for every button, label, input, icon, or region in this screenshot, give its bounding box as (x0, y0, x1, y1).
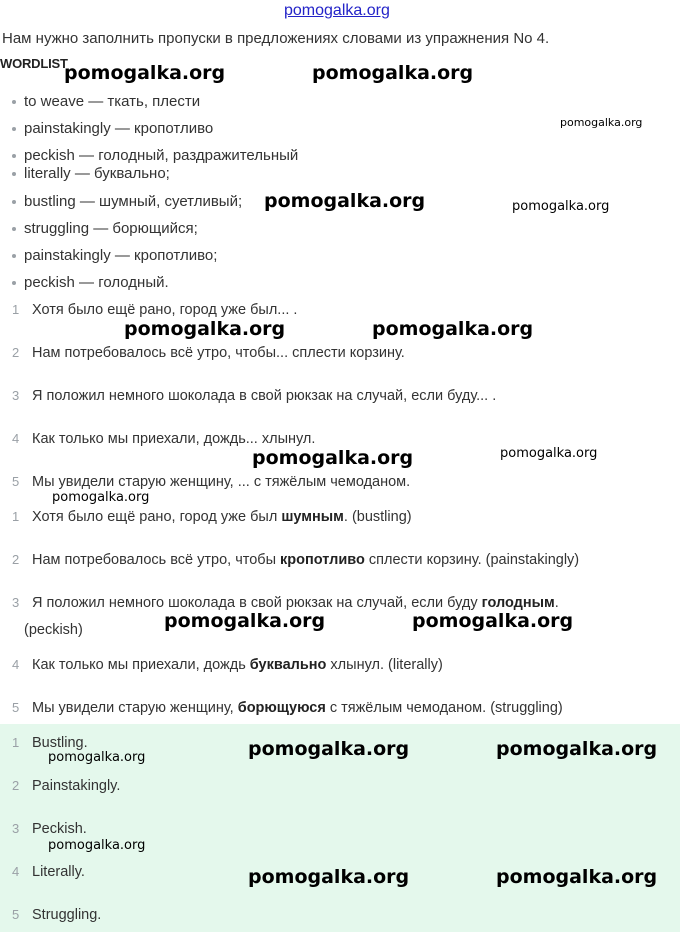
wordlist-title: WORDLIST (0, 56, 68, 71)
filled-sentence: 3 Я положил немного шоколада в свой рюкзак на случай, если буду голодным. (12, 595, 559, 611)
filled-sentence-wrap: (peckish) (24, 622, 83, 638)
bullet-icon (12, 172, 16, 176)
watermark: pomogalka.org (560, 116, 643, 129)
wordlist-item: painstakingly — кропотливо; (12, 247, 217, 264)
watermark: pomogalka.org (412, 610, 574, 632)
answer-item: 3 Peckish. (12, 821, 87, 837)
bullet-icon (12, 154, 16, 158)
question-item: 3 Я положил немного шоколада в свой рюкзак на случай, если буду... . (12, 388, 497, 404)
watermark: pomogalka.org (64, 62, 226, 84)
wordlist-item: peckish — голодный, раздражительный (12, 147, 298, 164)
intro-text: Нам нужно заполнить пропуски в предложениях словами из упражнения No 4. (2, 30, 550, 47)
question-item: 5 Мы увидели старую женщину, ... с тяжёлым чемоданом. (12, 474, 411, 490)
watermark: pomogalka.org (248, 738, 410, 760)
filled-sentence: 2 Нам потребовалось всё утро, чтобы кропотливо сплести корзину. (painstakingly) (12, 552, 580, 568)
bullet-icon (12, 127, 16, 131)
bullet-icon (12, 281, 16, 285)
filled-sentence: 4 Как только мы приехали, дождь буквально хлынул. (literally) (12, 657, 443, 673)
filled-sentence: 1 Хотя было ещё рано, город уже был шумным. (bustling) (12, 509, 412, 525)
watermark: pomogalka.org (124, 318, 286, 340)
answer-item: 5 Struggling. (12, 907, 102, 923)
question-item: 2 Нам потребовалось всё утро, чтобы... сплести корзину. (12, 345, 405, 361)
watermark: pomogalka.org (512, 199, 610, 214)
bullet-icon (12, 100, 16, 104)
filled-sentence: 5 Мы увидели старую женщину, борющуюся с тяжёлым чемоданом. (struggling) (12, 700, 563, 716)
watermark: pomogalka.org (48, 838, 146, 853)
watermark: pomogalka.org (248, 866, 410, 888)
wordlist-item: peckish — голодный. (12, 274, 169, 291)
bullet-icon (12, 200, 16, 204)
wordlist-item: bustling — шумный, суетливый; (12, 193, 242, 210)
bullet-icon (12, 227, 16, 231)
watermark: pomogalka.org (48, 750, 146, 765)
bullet-icon (12, 254, 16, 258)
wordlist-item: painstakingly — кропотливо (12, 120, 213, 137)
wordlist-item: literally — буквально; (12, 165, 170, 182)
watermark: pomogalka.org (264, 190, 426, 212)
site-link[interactable]: pomogalka.org (284, 2, 390, 19)
watermark: pomogalka.org (496, 866, 658, 888)
watermark: pomogalka.org (496, 738, 658, 760)
wordlist-item: to weave — ткать, плести (12, 93, 200, 110)
answer-item: 4 Literally. (12, 864, 85, 880)
watermark: pomogalka.org (312, 62, 474, 84)
watermark: pomogalka.org (500, 446, 598, 461)
wordlist-item: struggling — борющийся; (12, 220, 198, 237)
watermark: pomogalka.org (372, 318, 534, 340)
answer-item: 1 Bustling. (12, 735, 88, 751)
watermark: pomogalka.org (164, 610, 326, 632)
answer-item: 2 Painstakingly. (12, 778, 121, 794)
watermark: pomogalka.org (252, 447, 414, 469)
watermark: pomogalka.org (52, 490, 150, 505)
question-item: 4 Как только мы приехали, дождь... хлынул. (12, 431, 316, 447)
question-item: 1 Хотя было ещё рано, город уже был... . (12, 302, 298, 318)
